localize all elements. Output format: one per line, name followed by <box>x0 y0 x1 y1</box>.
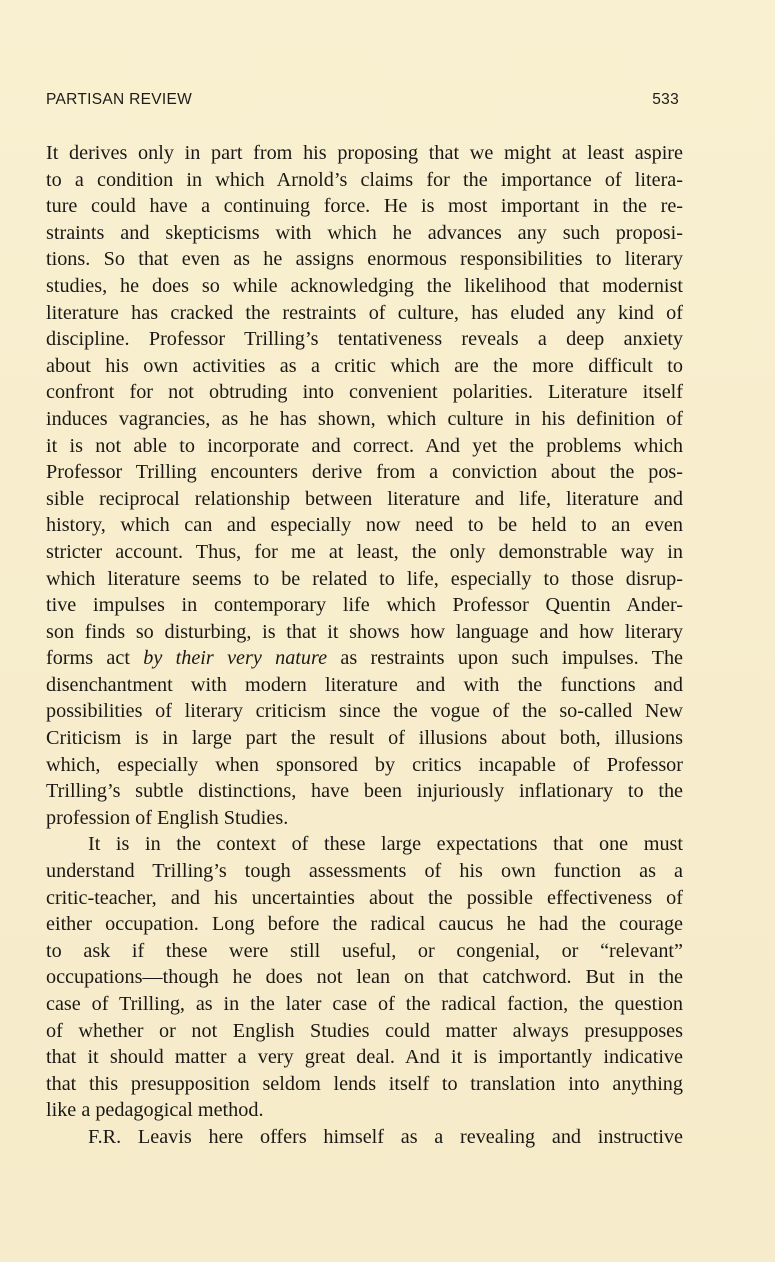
text-line: tive impulses in contemporary life which Professor Quentin Ander- <box>46 594 683 617</box>
text-line <box>46 645 683 672</box>
text-line: which literature seems to be related to life, especially to those disrup- <box>46 567 683 590</box>
text-line: It derives only in part from his proposing that we might at least aspire <box>46 142 683 164</box>
text-line: Criticism is in large part the result of illusions about both, illusions <box>46 727 683 750</box>
text-line: son finds so disturbing, is that it shows how language and how literary <box>46 620 683 643</box>
text-line: history, which can and especially now need to be held to an even <box>46 514 683 537</box>
text-line: confront for not obtruding into convenient polarities. Literature itself <box>46 381 683 404</box>
text-line: occupations—though he does not lean on that catchword. But in the <box>46 966 683 989</box>
text-line: tions. So that even as he assigns enormous responsibilities to literary <box>46 248 683 271</box>
text-line: F.R. Leavis here offers himself as a revealing and instructive <box>88 1125 683 1148</box>
text-line: Trilling’s subtle distinctions, have been injuriously inflationary to the <box>46 780 683 803</box>
text-line: like a pedagogical method. <box>46 1099 264 1122</box>
text-line: induces vagrancies, as he has shown, which culture in his definition of <box>46 407 683 430</box>
text-run: forms act <box>46 647 144 670</box>
text-line: understand Trilling’s tough assessments of his own function as a <box>46 860 683 883</box>
text-line: Professor Trilling encounters derive from a conviction about the pos- <box>46 461 683 484</box>
running-head <box>46 91 679 113</box>
page-number: 533 <box>652 91 679 108</box>
text-line: possibilities of literary criticism since the vogue of the so-called New <box>46 700 683 723</box>
text-line: straints and skepticisms with which he advances any such proposi- <box>46 221 683 244</box>
text-line: that it should matter a very great deal. And it is importantly indicative <box>46 1046 683 1069</box>
text-line: either occupation. Long before the radical caucus he had the courage <box>46 913 683 936</box>
text-line: sible reciprocal relationship between literature and life, literature and <box>46 487 683 510</box>
journal-title: PARTISAN REVIEW <box>46 91 193 108</box>
text-line: to a condition in which Arnold’s claims for the importance of litera- <box>46 168 683 191</box>
text-line: case of Trilling, as in the later case of the radical faction, the question <box>46 993 683 1015</box>
text-line: it is not able to incorporate and correct. And yet the problems which <box>46 434 683 457</box>
text-line: to ask if these were still useful, or congenial, or “relevant” <box>46 939 683 962</box>
italic-phrase: by their very nature <box>143 647 328 670</box>
text-line: stricter account. Thus, for me at least, the only demonstrable way in <box>46 540 683 563</box>
text-line: ture could have a continuing force. He is most important in the re- <box>46 195 683 218</box>
text-line: studies, he does so while acknowledging the likelihood that modernist <box>46 274 683 297</box>
text-line: that this presupposition seldom lends itself to translation into anything <box>46 1072 683 1095</box>
text-line: critic-teacher, and his uncertainties about the possible effectiveness of <box>46 886 683 909</box>
body-text <box>46 140 683 1151</box>
text-line: It is in the context of these large expectations that one must <box>88 833 683 856</box>
text-line: disenchantment with modern literature and with the functions and <box>46 673 683 696</box>
text-line: of whether or not English Studies could matter always presupposes <box>46 1019 683 1042</box>
text-line: which, especially when sponsored by critics incapable of Professor <box>46 753 683 776</box>
text-line: about his own activities as a critic which are the more difficult to <box>46 354 683 377</box>
text-line: literature has cracked the restraints of culture, has eluded any kind of <box>46 301 683 324</box>
text-line: discipline. Professor Trilling’s tentativeness reveals a deep anxiety <box>46 328 683 351</box>
text-run: as restraints upon such impulses. The <box>327 647 683 670</box>
text-line: profession of English Studies. <box>46 806 289 829</box>
